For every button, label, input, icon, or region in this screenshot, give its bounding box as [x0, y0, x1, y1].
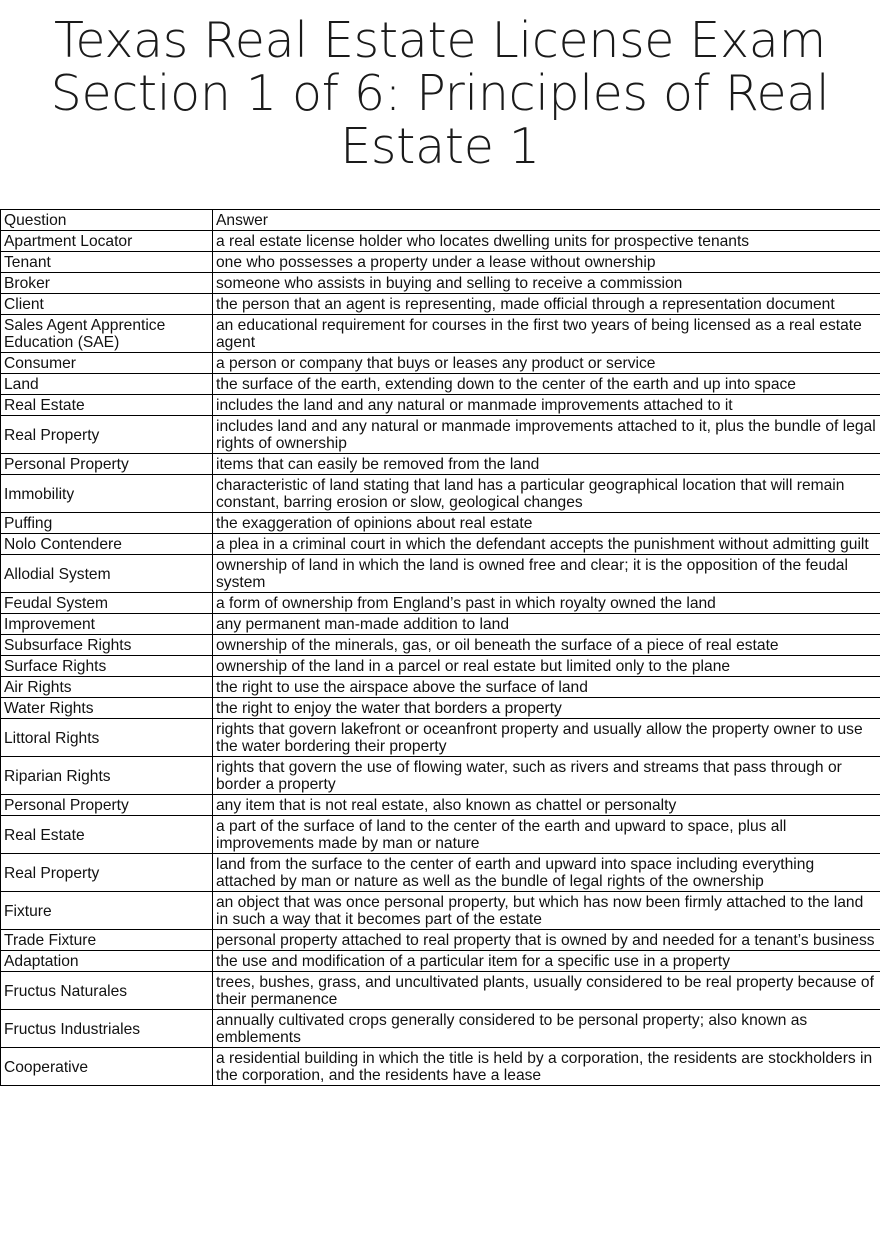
question-cell: Broker — [1, 273, 213, 294]
question-cell: Cooperative — [1, 1048, 213, 1086]
question-cell: Subsurface Rights — [1, 635, 213, 656]
answer-cell: the use and modification of a particular item for a specific use in a property — [213, 951, 880, 972]
answer-cell: an educational requirement for courses in the first two years of being licensed as a real estate agent — [213, 315, 880, 353]
table-row — [1, 951, 880, 972]
question-cell: Nolo Contendere — [1, 534, 213, 555]
table-row — [1, 555, 880, 593]
answer-cell: trees, bushes, grass, and uncultivated plants, usually considered to be real property because of their permanence — [213, 972, 880, 1010]
table-row — [1, 374, 880, 395]
answer-cell: an object that was once personal property, but which has now been firmly attached to the land in such a way that it becomes part of the estate — [213, 892, 880, 930]
table-row — [1, 795, 880, 816]
answer-cell: any permanent man-made addition to land — [213, 614, 880, 635]
answer-cell: ownership of land in which the land is owned free and clear; it is the opposition of the feudal system — [213, 555, 880, 593]
table-row — [1, 677, 880, 698]
question-cell: Fructus Naturales — [1, 972, 213, 1010]
answer-cell: the right to enjoy the water that borders a property — [213, 698, 880, 719]
question-cell: Real Estate — [1, 395, 213, 416]
answer-cell: items that can easily be removed from the land — [213, 454, 880, 475]
table-row — [1, 892, 880, 930]
answer-cell: one who possesses a property under a lease without ownership — [213, 252, 880, 273]
column-header-question: Question — [1, 210, 213, 231]
table-row — [1, 656, 880, 677]
table-row — [1, 454, 880, 475]
question-cell: Real Estate — [1, 816, 213, 854]
table-header-row — [1, 210, 880, 231]
answer-cell: someone who assists in buying and selling to receive a commission — [213, 273, 880, 294]
question-cell: Fixture — [1, 892, 213, 930]
table-row — [1, 534, 880, 555]
answer-cell: the person that an agent is representing, made official through a representation document — [213, 294, 880, 315]
table-row — [1, 416, 880, 454]
answer-cell: personal property attached to real property that is owned by and needed for a tenant’s business — [213, 930, 880, 951]
table-row — [1, 698, 880, 719]
answer-cell: the surface of the earth, extending down to the center of the earth and up into space — [213, 374, 880, 395]
answer-cell: ownership of the minerals, gas, or oil beneath the surface of a piece of real estate — [213, 635, 880, 656]
page-title — [0, 14, 880, 173]
question-cell: Personal Property — [1, 795, 213, 816]
table-row — [1, 353, 880, 374]
table-row — [1, 1048, 880, 1086]
table-row — [1, 614, 880, 635]
table-row — [1, 294, 880, 315]
question-cell: Water Rights — [1, 698, 213, 719]
question-cell: Feudal System — [1, 593, 213, 614]
flashcard-table — [0, 209, 880, 1086]
question-cell: Immobility — [1, 475, 213, 513]
table-row — [1, 252, 880, 273]
question-cell: Client — [1, 294, 213, 315]
page-title-line-1: Texas Real Estate License Exam — [54, 12, 826, 69]
answer-cell: rights that govern lakefront or oceanfront property and usually allow the property owner to use the water bordering their property — [213, 719, 880, 757]
page-title-line-3: Estate 1 — [340, 118, 540, 175]
answer-cell: a residential building in which the title is held by a corporation, the residents are stockholders in the corporation, and the residents have a lease — [213, 1048, 880, 1086]
table-row — [1, 475, 880, 513]
flashcard-table-body — [1, 210, 880, 1086]
answer-cell: the exaggeration of opinions about real estate — [213, 513, 880, 534]
table-row — [1, 854, 880, 892]
answer-cell: rights that govern the use of flowing water, such as rivers and streams that pass through or border a property — [213, 757, 880, 795]
answer-cell: includes the land and any natural or manmade improvements attached to it — [213, 395, 880, 416]
question-cell: Consumer — [1, 353, 213, 374]
question-cell: Riparian Rights — [1, 757, 213, 795]
question-cell: Fructus Industriales — [1, 1010, 213, 1048]
answer-cell: any item that is not real estate, also known as chattel or personalty — [213, 795, 880, 816]
table-row — [1, 719, 880, 757]
table-row — [1, 972, 880, 1010]
table-row — [1, 930, 880, 951]
question-cell: Apartment Locator — [1, 231, 213, 252]
table-row — [1, 757, 880, 795]
question-cell: Real Property — [1, 416, 213, 454]
table-row — [1, 231, 880, 252]
table-row — [1, 635, 880, 656]
answer-cell: a form of ownership from England’s past in which royalty owned the land — [213, 593, 880, 614]
column-header-answer: Answer — [213, 210, 880, 231]
answer-cell: a plea in a criminal court in which the defendant accepts the punishment without admitting guilt — [213, 534, 880, 555]
table-row — [1, 315, 880, 353]
question-cell: Tenant — [1, 252, 213, 273]
table-row — [1, 816, 880, 854]
answer-cell: a real estate license holder who locates dwelling units for prospective tenants — [213, 231, 880, 252]
table-row — [1, 395, 880, 416]
answer-cell: characteristic of land stating that land has a particular geographical location that will remain constant, barring erosion or slow, geological changes — [213, 475, 880, 513]
question-cell: Littoral Rights — [1, 719, 213, 757]
answer-cell: the right to use the airspace above the surface of land — [213, 677, 880, 698]
answer-cell: ownership of the land in a parcel or real estate but limited only to the plane — [213, 656, 880, 677]
table-row — [1, 593, 880, 614]
answer-cell: a person or company that buys or leases any product or service — [213, 353, 880, 374]
table-row — [1, 513, 880, 534]
answer-cell: a part of the surface of land to the center of the earth and upward to space, plus all improvements made by man or nature — [213, 816, 880, 854]
question-cell: Personal Property — [1, 454, 213, 475]
question-cell: Allodial System — [1, 555, 213, 593]
question-cell: Real Property — [1, 854, 213, 892]
question-cell: Land — [1, 374, 213, 395]
answer-cell: includes land and any natural or manmade improvements attached to it, plus the bundle of legal rights of ownership — [213, 416, 880, 454]
question-cell: Improvement — [1, 614, 213, 635]
table-row — [1, 1010, 880, 1048]
question-cell: Air Rights — [1, 677, 213, 698]
question-cell: Surface Rights — [1, 656, 213, 677]
answer-cell: land from the surface to the center of earth and upward into space including everything attached by man or nature as well as the bundle of legal rights of the ownership — [213, 854, 880, 892]
question-cell: Puffing — [1, 513, 213, 534]
table-row — [1, 273, 880, 294]
page-title-line-2: Section 1 of 6: Principles of Real — [50, 65, 830, 122]
question-cell: Trade Fixture — [1, 930, 213, 951]
question-cell: Sales Agent Apprentice Education (SAE) — [1, 315, 213, 353]
answer-cell: annually cultivated crops generally considered to be personal property; also known as emblements — [213, 1010, 880, 1048]
question-cell: Adaptation — [1, 951, 213, 972]
